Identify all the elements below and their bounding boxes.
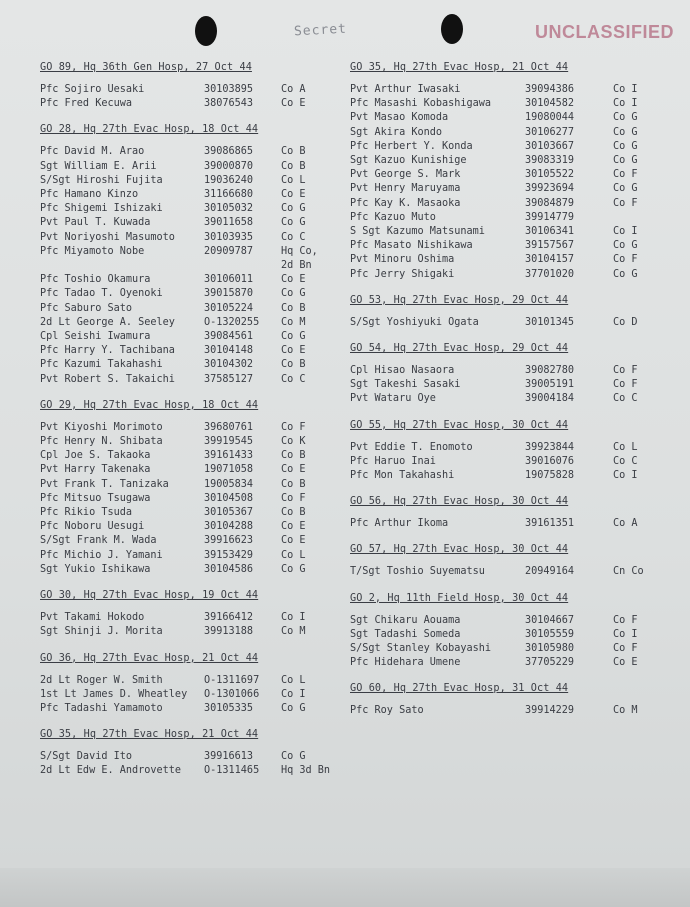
personnel-name: S/Sgt Frank M. Wada [40,535,157,547]
order-heading: GO 29, Hq 27th Evac Hosp, 18 Oct 44 [40,399,259,411]
personnel-entry [350,253,655,267]
unit: Co G [281,217,306,229]
personnel-name: 2d Lt Edw E. Androvette [40,765,182,777]
order-heading: GO 36, Hq 27th Evac Hosp, 21 Oct 44 [40,652,259,664]
personnel-name: Pfc Fred Kecuwa [40,98,133,110]
serial-number: 30105980 [525,643,575,655]
serial-number: 37705229 [525,657,575,669]
personnel-name: S/Sgt David Ito [40,751,133,763]
personnel-entry [350,182,655,196]
serial-number: 39082780 [525,365,575,377]
serial-number: 30104586 [204,563,254,575]
serial-number: 30103667 [525,140,575,152]
unit: Co F [281,421,306,433]
unit: Co G [281,751,306,763]
serial-number: 30104302 [204,359,254,371]
unit: Co I [281,688,306,700]
serial-number: 30103895 [204,84,254,95]
serial-number: 39914229 [525,705,575,717]
unclassified-stamp: UNCLASSIFIED [535,22,675,42]
personnel-entry [40,611,340,625]
serial-number: 39914779 [525,211,575,223]
order-heading: GO 2, Hq 11th Field Hosp, 30 Oct 44 [350,592,569,604]
personnel-name: Pfc Mon Takahashi [350,470,455,482]
personnel-entry [350,704,655,718]
personnel-name: Cpl Hisao Nasaora [350,365,455,377]
unit: 2d Bn [281,260,312,272]
unit: Co B [281,146,306,158]
personnel-name: Pfc Roy Sato [350,705,424,717]
serial-number: 39916623 [204,535,254,547]
personnel-name: Pvt George S. Mark [350,169,461,181]
personnel-name: S/Sgt Hiroshi Fujita [40,174,163,186]
order-section [350,343,655,407]
unit: Co E [281,464,306,476]
serial-number: O-1311697 [204,674,260,686]
personnel-entry [350,517,655,531]
order-section [350,593,655,671]
personnel-name: Pfc Herbert Y. Konda [350,140,473,152]
serial-number: 39161351 [525,518,575,530]
order-heading: GO 57, Hq 27th Evac Hosp, 30 Oct 44 [350,544,569,556]
order-heading: GO 54, Hq 27th Evac Hosp, 29 Oct 44 [350,343,569,355]
serial-number: 39923694 [525,183,575,195]
personnel-name: Pfc Tadashi Yamamoto [40,702,163,714]
personnel-name: Pfc Tadao T. Oyenoki [40,288,163,300]
personnel-entry [40,373,340,387]
personnel-entry [350,455,655,469]
unit: Co C [281,373,306,385]
serial-number: 30104508 [204,492,254,504]
personnel-entry [40,520,340,534]
personnel-name: Sgt Takeshi Sasaki [350,379,461,391]
personnel-entry [40,287,340,301]
order-section [40,653,340,717]
personnel-entry [350,614,655,628]
serial-number: 39916613 [204,751,254,763]
unit: Co G [613,240,638,252]
personnel-name [40,259,204,273]
unit: Co E [281,345,306,357]
serial-number: 19036240 [204,174,254,186]
order-heading: GO 53, Hq 27th Evac Hosp, 29 Oct 44 [350,294,569,306]
personnel-name: Pvt Eddie T. Enomoto [350,441,473,453]
serial-number: 31166680 [204,189,254,201]
personnel-name: Pvt Harry Takenaka [40,464,151,476]
personnel-entry [40,273,340,287]
order-section [40,400,340,577]
personnel-name: Pfc Mitsuo Tsugawa [40,492,151,504]
personnel-entry [40,688,340,702]
serial-number: 30105032 [204,203,254,215]
unit: Co E [613,657,638,669]
serial-number: 39015870 [204,288,254,300]
personnel-entry [40,506,340,520]
order-heading: GO 28, Hq 27th Evac Hosp, 18 Oct 44 [40,124,259,136]
serial-number: 39083319 [525,155,575,167]
unit: Hq 3d Bn [281,765,331,777]
personnel-name: Pfc Masato Nishikawa [350,240,473,252]
personnel-name: Pfc Saburo Sato [40,302,133,314]
personnel-entry [350,364,655,378]
order-heading: GO 35, Hq 27th Evac Hosp, 21 Oct 44 [350,62,569,73]
unit: Co G [613,183,638,195]
personnel-name: Sgt Tadashi Someda [350,628,461,640]
unit: Co M [281,626,306,638]
personnel-entry [40,549,340,563]
personnel-entry [350,211,655,225]
unit: Co G [281,331,306,343]
unit [613,211,655,225]
serial-number: 37701020 [525,268,575,280]
unit: Co L [281,174,306,186]
personnel-entry [350,565,655,579]
serial-number: 30105559 [525,628,575,640]
personnel-entry [40,330,340,344]
order-section [350,62,655,282]
personnel-entry [350,168,655,182]
unit: Co F [613,365,638,377]
unit: Co M [613,705,638,717]
personnel-name: S/Sgt Stanley Kobayashi [350,643,492,655]
unit: Cn Co [613,566,644,578]
personnel-name: Pfc Jerry Shigaki [350,268,455,280]
serial-number: 30104582 [525,98,575,110]
personnel-entry [40,702,340,716]
serial-number: O-1301066 [204,688,260,700]
personnel-entry [350,154,655,168]
order-section [350,544,655,579]
personnel-entry [350,140,655,154]
serial-number: 39166412 [204,612,254,624]
order-section [40,62,340,111]
unit: Co I [613,470,638,482]
personnel-name: Pvt Arthur Iwasaki [350,84,461,95]
unit: Co F [613,197,638,209]
serial-number: 39086865 [204,146,254,158]
personnel-name: Pfc Sojiro Uesaki [40,84,145,95]
serial-number: 30101345 [525,316,575,328]
serial-number: 39084561 [204,331,254,343]
order-heading: GO 56, Hq 27th Evac Hosp, 30 Oct 44 [350,496,569,508]
serial-number: 39919545 [204,436,254,448]
personnel-name: Pfc Michio J. Yamani [40,549,163,561]
unit: Co B [281,450,306,462]
serial-number: 30104288 [204,521,254,533]
personnel-name: Sgt Akira Kondo [350,126,443,138]
serial-number: 39011658 [204,217,254,229]
unit: Co G [281,702,306,714]
unit: Co L [613,441,638,453]
personnel-entry [40,674,340,688]
serial-number: 30105224 [204,302,254,314]
personnel-name: S/Sgt Yoshiyuki Ogata [350,316,479,328]
personnel-entry [350,197,655,211]
serial-number: 30104148 [204,345,254,357]
order-heading: GO 35, Hq 27th Evac Hosp, 21 Oct 44 [40,729,259,741]
order-section [350,295,655,330]
serial-number: 30105522 [525,169,575,181]
personnel-entry [40,202,340,216]
personnel-name: Sgt Kazuo Kunishige [350,155,467,167]
personnel-entry [350,441,655,455]
serial-number: 39923844 [525,441,575,453]
unit: Hq Co, [281,245,318,257]
order-heading: GO 60, Hq 27th Evac Hosp, 31 Oct 44 [350,683,569,695]
personnel-name: Pvt Frank T. Tanizaka [40,478,169,490]
unit: Co E [281,189,306,201]
unit: Co G [613,155,638,167]
personnel-name: Pfc Henry N. Shibata [40,436,163,448]
personnel-entry [40,463,340,477]
personnel-entry [350,111,655,125]
order-section [350,496,655,531]
serial-number: 39016076 [525,455,575,467]
personnel-name: Pfc Haruo Inai [350,455,436,467]
unit: Co D [613,316,638,328]
unit: Co F [613,379,638,391]
personnel-entry [40,97,340,111]
personnel-entry [40,421,340,435]
unit: Co L [281,549,306,561]
personnel-name: Pvt Wataru Oye [350,393,436,405]
personnel-entry [40,435,340,449]
serial-number: 30105367 [204,507,254,519]
unit: Co I [613,98,638,110]
serial-number: 39913188 [204,626,254,638]
personnel-name: Pfc David M. Arao [40,146,145,158]
personnel-entry [40,563,340,577]
personnel-entry [350,628,655,642]
unit: Co G [613,140,638,152]
personnel-name: Pvt Minoru Oshima [350,254,455,266]
personnel-entry [350,268,655,282]
unit: Co E [281,535,306,547]
personnel-name: Cpl Seishi Iwamura [40,331,151,343]
personnel-name: Pvt Henry Maruyama [350,183,461,195]
personnel-name: S Sgt Kazumo Matsunami [350,226,485,238]
personnel-name: Cpl Joe S. Takaoka [40,450,151,462]
personnel-name: Pfc Shigemi Ishizaki [40,203,163,215]
serial-number: 39004184 [525,393,575,405]
unit: Co I [613,84,638,95]
unit: Co M [281,316,306,328]
order-section [40,124,340,386]
serial-number: 30104667 [525,614,575,626]
unit: Co A [281,84,306,95]
personnel-name: Pfc Harry Y. Tachibana [40,345,175,357]
personnel-name: Pfc Kay K. Masaoka [350,197,461,209]
personnel-entry [350,97,655,111]
personnel-entry [40,625,340,639]
personnel-name: Sgt Shinji J. Morita [40,626,163,638]
unit: Co G [281,563,306,575]
serial-number: 37585127 [204,373,254,385]
unit: Co E [281,521,306,533]
serial-number: 30106011 [204,274,254,286]
personnel-entry [40,492,340,506]
personnel-entry [350,316,655,330]
personnel-name: Pfc Hamano Kinzo [40,189,139,201]
page-bottom-edge [0,868,690,907]
personnel-name: Pfc Kazumi Takahashi [40,359,163,371]
unit: Co G [613,126,638,138]
personnel-name: Pfc Rikio Tsuda [40,507,133,519]
unit: Co B [281,302,306,314]
personnel-entry [350,469,655,483]
personnel-entry [350,83,655,97]
personnel-entry [40,231,340,245]
serial-number: 20909787 [204,245,254,257]
personnel-entry [40,478,340,492]
personnel-name: Pfc Arthur Ikoma [350,518,449,530]
unit: Co G [281,203,306,215]
personnel-entry [40,316,340,330]
personnel-name: 2d Lt Roger W. Smith [40,674,163,686]
personnel-entry [40,83,340,97]
unit: Co I [613,628,638,640]
personnel-name: Pfc Kazuo Muto [350,211,436,223]
personnel-entry [350,239,655,253]
unit: Co F [613,643,638,655]
serial-number: 39157567 [525,240,575,252]
unit: Co C [613,455,638,467]
serial-number: 30104157 [525,254,575,266]
unit: Co G [613,112,638,124]
serial-number: O-1311465 [204,765,260,777]
serial-number: 39094386 [525,84,575,95]
serial-number: 19080044 [525,112,575,124]
personnel-name: 1st Lt James D. Wheatley [40,688,188,700]
personnel-name: Pfc Noboru Uesugi [40,521,145,533]
personnel-name: Sgt William E. Arii [40,160,157,172]
unit: Co B [281,507,306,519]
personnel-entry [40,302,340,316]
unit: Co B [281,359,306,371]
personnel-name: Pvt Masao Komoda [350,112,449,124]
order-heading: GO 30, Hq 27th Evac Hosp, 19 Oct 44 [40,590,259,602]
personnel-name: Pvt Paul T. Kuwada [40,217,151,229]
personnel-entry [40,245,340,259]
personnel-name: 2d Lt George A. Seeley [40,316,175,328]
unit: Co C [281,231,306,243]
order-section [350,420,655,484]
serial-number: 39153429 [204,549,254,561]
unit: Co L [281,674,306,686]
serial-number: 30106341 [525,226,575,238]
serial-number: 39000870 [204,160,254,172]
serial-number: 30103935 [204,231,254,243]
unit: Co F [613,254,638,266]
serial-number: 38076543 [204,98,254,110]
personnel-entry [40,160,340,174]
serial-number: 19005834 [204,478,254,490]
personnel-name: Sgt Chikaru Aouama [350,614,461,626]
serial-number: 30105335 [204,702,254,714]
personnel-entry [40,750,340,764]
personnel-name: Pvt Kiyoshi Morimoto [40,421,163,433]
unit: Co F [613,614,638,626]
personnel-entry [40,216,340,230]
unit: Co G [613,268,638,280]
personnel-entry [40,174,340,188]
serial-number [204,259,281,273]
personnel-name: Pfc Toshio Okamura [40,274,151,286]
unit: Co E [281,274,306,286]
order-section [350,683,655,718]
order-section [40,590,340,639]
personnel-entry [40,188,340,202]
serial-number: 20949164 [525,566,575,578]
unit: Co K [281,436,306,448]
personnel-name: T/Sgt Toshio Suyematsu [350,566,485,578]
personnel-name: Pfc Masashi Kobashigawa [350,98,492,110]
personnel-name: Pvt Robert S. Takaichi [40,373,175,385]
personnel-entry [350,642,655,656]
right-column [350,62,655,732]
order-heading: GO 89, Hq 36th Gen Hosp, 27 Oct 44 [40,62,252,73]
unit: Co B [281,160,306,172]
unit: Co B [281,478,306,490]
personnel-name: Sgt Yukio Ishikawa [40,563,151,575]
personnel-entry [40,259,340,273]
personnel-entry [40,764,340,778]
personnel-entry [350,392,655,406]
order-section [40,729,340,778]
personnel-entry [40,358,340,372]
personnel-name: Pvt Takami Hokodo [40,612,145,624]
unit: Co G [281,288,306,300]
serial-number: O-1320255 [204,316,260,328]
personnel-entry [350,378,655,392]
left-column [40,62,340,792]
serial-number: 39161433 [204,450,254,462]
unit: Co F [613,169,638,181]
personnel-entry [40,145,340,159]
personnel-entry [40,449,340,463]
classification-mark: Secret [293,21,348,40]
serial-number: 39005191 [525,379,575,391]
unit: Co C [613,393,638,405]
personnel-name: Pvt Noriyoshi Masumoto [40,231,175,243]
personnel-entry [350,656,655,670]
unit: Co F [281,492,306,504]
unit: Co E [281,98,306,110]
personnel-entry [40,344,340,358]
punch-hole [195,16,217,46]
serial-number: 39084879 [525,197,575,209]
unit: Co I [613,226,638,238]
serial-number: 19071058 [204,464,254,476]
personnel-entry [40,534,340,548]
punch-hole [441,14,463,44]
personnel-name: Pfc Miyamoto Nobe [40,245,145,257]
personnel-entry [350,225,655,239]
serial-number: 19075828 [525,470,575,482]
serial-number: 39680761 [204,421,254,433]
serial-number: 30106277 [525,126,575,138]
order-heading: GO 55, Hq 27th Evac Hosp, 30 Oct 44 [350,419,569,431]
personnel-entry [350,126,655,140]
unit: Co A [613,518,638,530]
personnel-name: Pfc Hidehara Umene [350,657,461,669]
unit: Co I [281,612,306,624]
